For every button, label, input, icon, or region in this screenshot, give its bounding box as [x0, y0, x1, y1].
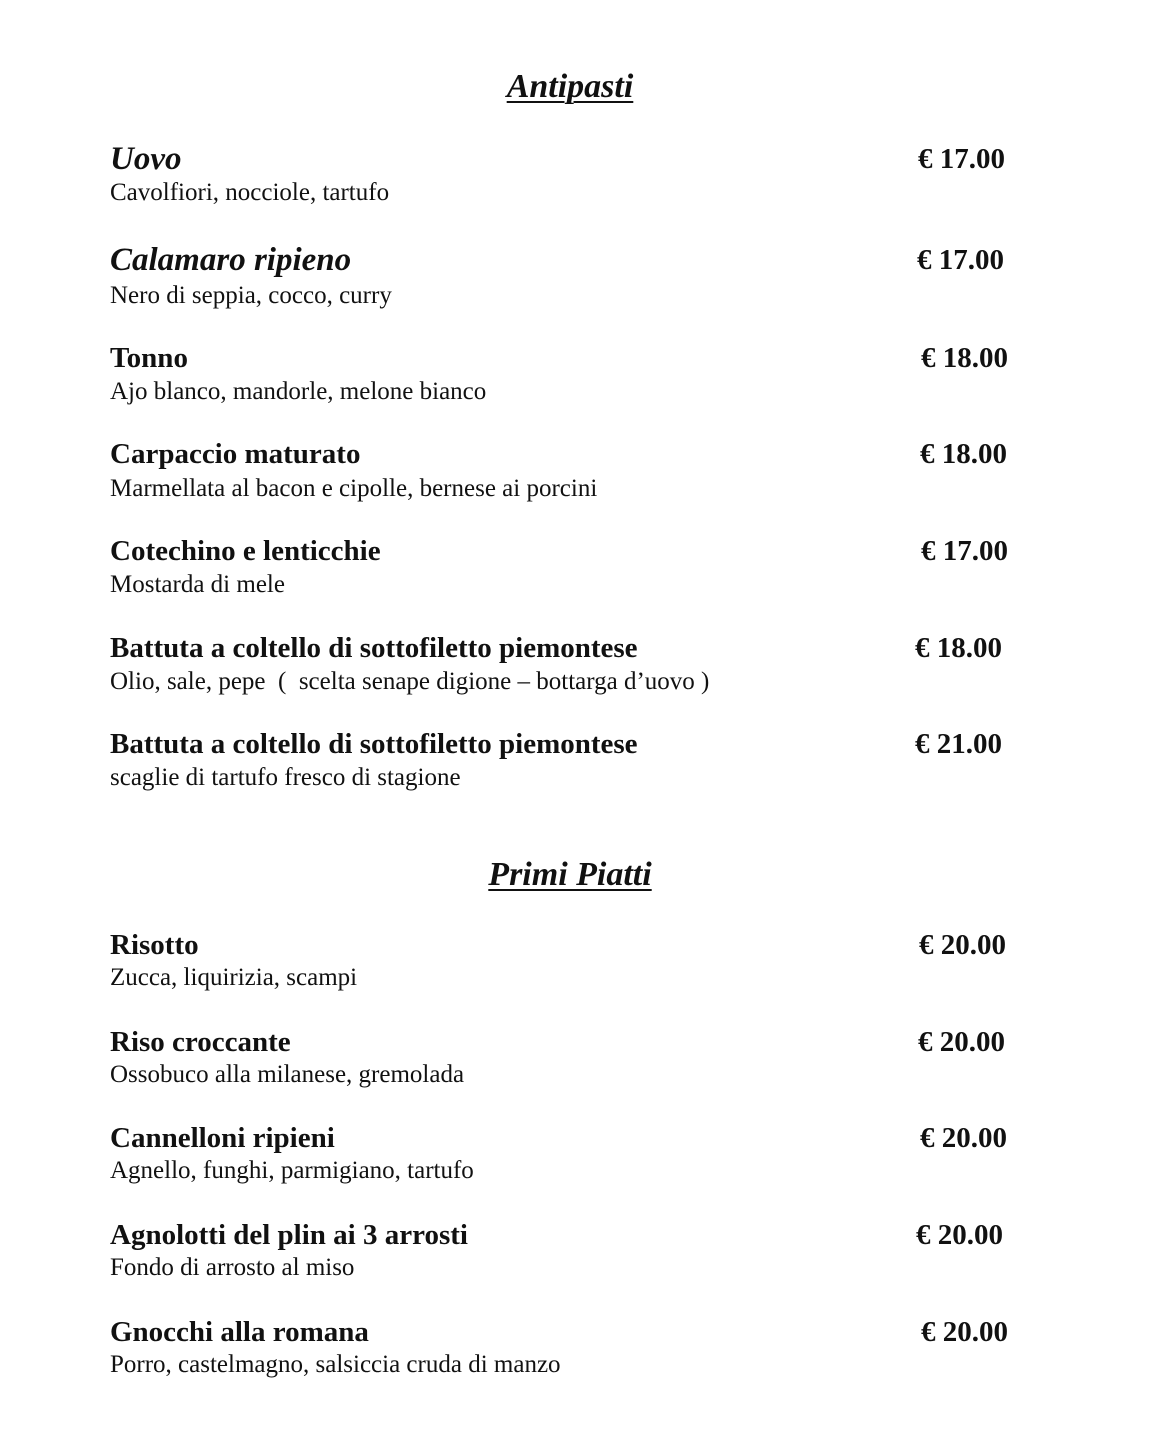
section-title-primi-piatti: Primi Piatti — [488, 856, 652, 893]
item-description: Fondo di arrosto al miso — [110, 1254, 355, 1281]
item-description: Zucca, liquirizia, scampi — [110, 964, 358, 991]
item-description: Nero di seppia, cocco, curry — [110, 282, 392, 309]
item-price: € 20.00 — [916, 1219, 1003, 1251]
item-name: Tonno — [110, 342, 188, 374]
item-price: € 20.00 — [919, 929, 1006, 961]
item-name: Uovo — [110, 141, 182, 177]
item-price: € 17.00 — [918, 143, 1005, 175]
item-description: Mostarda di mele — [110, 571, 285, 598]
item-price: € 18.00 — [921, 342, 1008, 374]
item-price: € 20.00 — [920, 1122, 1007, 1154]
item-price: € 20.00 — [921, 1316, 1008, 1348]
item-name: Battuta a coltello di sottofiletto piemontese — [110, 632, 638, 664]
section-title-antipasti: Antipasti — [506, 68, 634, 105]
item-description: scaglie di tartufo fresco di stagione — [110, 764, 461, 791]
item-description: Olio, sale, pepe ( scelta senape digione – bottarga d’uovo ) — [110, 668, 710, 695]
item-name: Gnocchi alla romana — [110, 1316, 369, 1348]
item-price: € 18.00 — [920, 438, 1007, 470]
item-name: Risotto — [110, 929, 199, 961]
item-name: Calamaro ripieno — [110, 242, 352, 278]
item-price: € 18.00 — [915, 632, 1002, 664]
item-price: € 20.00 — [918, 1026, 1005, 1058]
item-name: Agnolotti del plin ai 3 arrosti — [110, 1219, 468, 1251]
item-description: Ajo blanco, mandorle, melone bianco — [110, 378, 487, 405]
item-name: Cotechino e lenticchie — [110, 535, 381, 567]
item-description: Cavolfiori, nocciole, tartufo — [110, 179, 390, 206]
item-name: Battuta a coltello di sottofiletto piemontese — [110, 728, 638, 760]
item-name: Cannelloni ripieni — [110, 1122, 335, 1154]
item-description: Agnello, funghi, parmigiano, tartufo — [110, 1157, 474, 1184]
item-description: Ossobuco alla milanese, gremolada — [110, 1061, 465, 1088]
item-price: € 21.00 — [915, 728, 1002, 760]
item-description: Marmellata al bacon e cipolle, bernese ai porcini — [110, 475, 598, 502]
item-name: Riso croccante — [110, 1026, 291, 1058]
item-price: € 17.00 — [917, 244, 1004, 276]
item-price: € 17.00 — [921, 535, 1008, 567]
item-name: Carpaccio maturato — [110, 438, 361, 470]
item-description: Porro, castelmagno, salsiccia cruda di manzo — [110, 1351, 561, 1378]
